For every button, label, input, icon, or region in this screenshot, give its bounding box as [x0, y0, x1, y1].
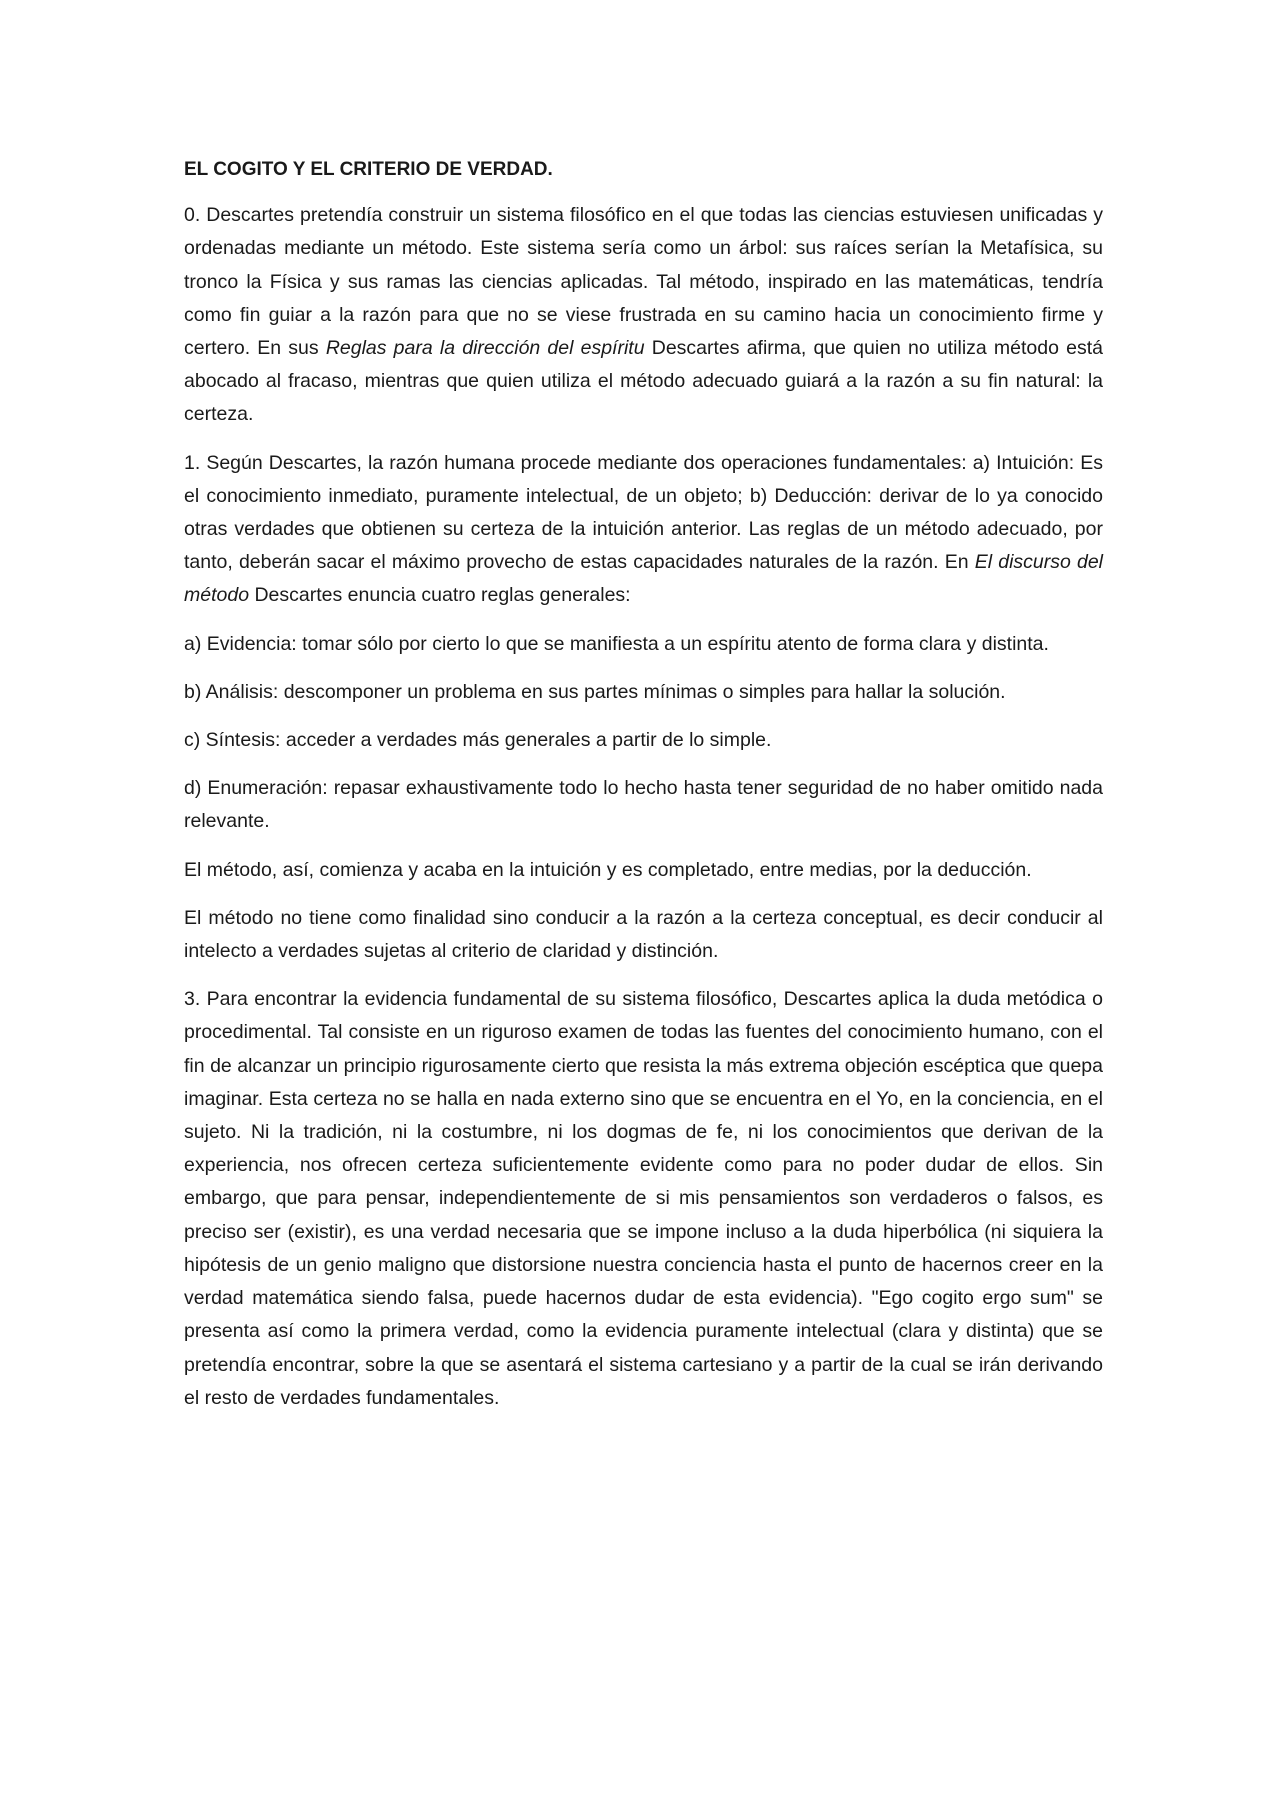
paragraph-1-text-a: 1. Según Descartes, la razón humana procede mediante dos operaciones fundamentales: a) Intuición: Es el conocimiento inmediato, puramente intelectual, de un objeto; b) Deducción: derivar de lo ya conocido otras verdades que obtienen su certeza de la intuición anterior. Las reglas de un método adecuado, por tanto, deberán sacar el máximo provecho de estas capacidades naturales de la razón. En [184, 451, 1103, 574]
paragraph-method-summary: El método, así, comienza y acaba en la intuición y es completado, entre medias, por la deducción. [184, 858, 1032, 881]
paragraph-0 [184, 199, 1103, 431]
paragraph-1-text-b: Descartes enuncia cuatro reglas generales: [249, 584, 631, 607]
paragraph-3: 3. Para encontrar la evidencia fundamental de su sistema filosófico, Descartes aplica la duda metódica o procedimental. Tal consiste en un riguroso examen de todas las fuentes del conocimiento humano, con el fin de alcanzar un principio rigurosamente cierto que resista la más extrema objeción escéptica que quepa imaginar. Esta certeza no se halla en nada externo sino que se encuentra en el Yo, en la conciencia, en el sujeto. Ni la tradición, ni la costumbre, ni los dogmas de fe, ni los conocimientos que derivan de la experiencia, nos ofrecen certeza suficientemente evidente como para no poder dudar de ellos. Sin embargo, que para pensar, independientemente de si mis pensamientos son verdaderos o falsos, es preciso ser (existir), es una verdad necesaria que se impone incluso a la duda hiperbólica (ni siquiera la hipótesis de un genio maligno que distorsione nuestra conciencia hasta el punto de hacernos creer en la verdad matemática siendo falsa, puede hacernos dudar de esta evidencia). "Ego cogito ergo sum" se presenta así como la primera verdad, como la evidencia puramente intelectual (clara y distinta) que se pretendía encontrar, sobre la que se asentará el sistema cartesiano y a partir de la cual se irán derivando el resto de verdades fundamentales. [184, 988, 1103, 1409]
paragraph-0-book-title: Reglas para la dirección del espíritu [325, 337, 645, 360]
paragraph-method-purpose: El método no tiene como finalidad sino conducir a la razón a la certeza conceptual, es decir conducir al intelecto a verdades sujetas al criterio de claridad y distinción. [184, 906, 1103, 963]
rule-evidencia: a) Evidencia: tomar sólo por cierto lo que se manifiesta a un espíritu atento de forma clara y distinta. [184, 632, 1049, 655]
rule-sintesis: c) Síntesis: acceder a verdades más generales a partir de lo simple. [184, 729, 772, 752]
paragraph-0-text-b: Descartes afirma, que quien no utiliza método está abocado al fracaso, mientras que quien utiliza el método adecuado guiará a la razón a su fin natural: la certeza. [184, 337, 1103, 426]
rule-enumeracion: d) Enumeración: repasar exhaustivamente todo lo hecho hasta tener seguridad de no haber omitido nada relevante. [184, 777, 1103, 833]
document-title: EL COGITO Y EL CRITERIO DE VERDAD. [184, 159, 553, 180]
rule-analisis: b) Análisis: descomponer un problema en sus partes mínimas o simples para hallar la solución. [184, 680, 1006, 703]
paragraph-1 [184, 447, 1103, 613]
paragraph-0-text-a: 0. Descartes pretendía construir un sistema filosófico en el que todas las ciencias estuviesen unificadas y ordenadas mediante un método. Este sistema sería como un árbol: sus raíces serían la Metafísica, su tronco la Física y sus ramas las ciencias aplicadas. Tal método, inspirado en las matemáticas, tendría como fin guiar a la razón para que no se viese frustrada en su camino hacia un conocimiento firme y certero. En sus [184, 204, 1103, 360]
document-body [184, 153, 1103, 1430]
paragraph-1-book-title: El discurso del método [184, 551, 1104, 607]
